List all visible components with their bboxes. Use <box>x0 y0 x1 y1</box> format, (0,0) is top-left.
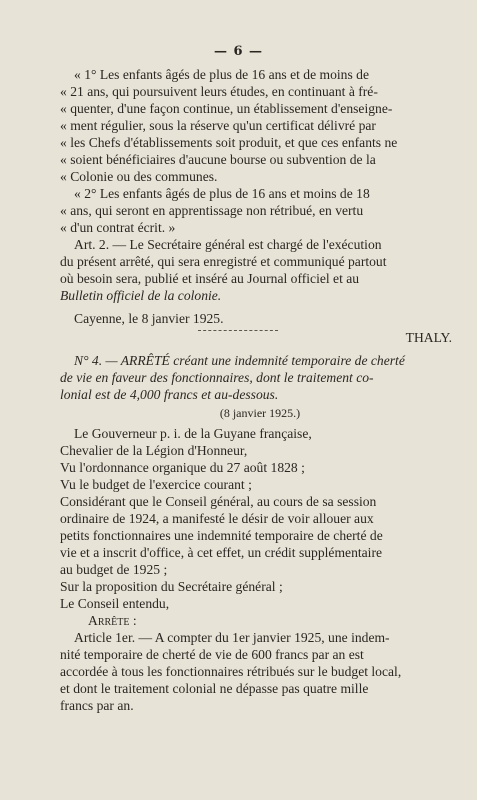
decree-block <box>60 352 460 714</box>
separator-rule <box>198 330 278 331</box>
text-line: Vu l'ordonnance organique du 27 août 1828 ; <box>60 460 305 475</box>
text-line: « les Chefs d'établissements soit produit, et que ces enfants ne <box>60 135 398 150</box>
place-date: Cayenne, le 8 janvier 1925. <box>74 311 224 326</box>
text-line: « quenter, d'une façon continue, un établissement d'enseigne- <box>60 101 393 116</box>
text-line: du présent arrêté, qui sera enregistré et communiqué partout <box>60 254 387 269</box>
text-line: « d'un contrat écrit. » <box>60 220 176 235</box>
text-line: « 2° Les enfants âgés de plus de 16 ans et moins de 18 <box>74 186 370 201</box>
text-line: Bulletin officiel de la colonie. <box>60 288 222 303</box>
text-line: « 1° Les enfants âgés de plus de 16 ans et de moins de <box>74 67 369 82</box>
decree-heading-line: N° 4. — ARRÊTÉ créant une indemnité temporaire de cherté <box>74 353 405 368</box>
text-line: « ans, qui seront en apprentissage non rétribué, en vertu <box>60 203 364 218</box>
text-line: Sur la proposition du Secrétaire général ; <box>60 579 283 594</box>
article-line: accordée à tous les fonctionnaires rétribués sur le budget local, <box>60 664 402 679</box>
text-line: Considérant que le Conseil général, au cours de sa session <box>60 494 377 509</box>
continuation-block <box>60 66 460 346</box>
text-line: ordinaire de 1924, a manifesté le désir de voir allouer aux <box>60 511 374 526</box>
text-line: où besoin sera, publié et inséré au Journal officiel et au <box>60 271 360 286</box>
signature: THALY. <box>405 330 452 345</box>
text-line: « Colonie ou des communes. <box>60 169 218 184</box>
text-line: Le Gouverneur p. i. de la Guyane française, <box>74 426 312 441</box>
text-line: au budget de 1925 ; <box>60 562 168 577</box>
text-line: vie et a inscrit d'office, à cet effet, un crédit supplémentaire <box>60 545 383 560</box>
text-line: Le Conseil entendu, <box>60 596 170 611</box>
article-line: Article 1er. — A compter du 1er janvier 1925, une indem- <box>74 630 390 645</box>
article-line: et dont le traitement colonial ne dépasse pas quatre mille <box>60 681 369 696</box>
text-line: Chevalier de la Légion d'Honneur, <box>60 443 248 458</box>
article-line: nité temporaire de cherté de vie de 600 francs par an est <box>60 647 364 662</box>
text-line: « soient bénéficiaires d'aucune bourse ou subvention de la <box>60 152 376 167</box>
decree-heading-line: de vie en faveur des fonctionnaires, dont le traitement co- <box>60 370 374 385</box>
article-line: francs par an. <box>60 698 134 713</box>
page-number: — 6 — <box>213 44 264 59</box>
decree-heading-line: lonial est de 4,000 francs et au-dessous. <box>60 387 279 402</box>
text-line: Art. 2. — Le Secrétaire général est chargé de l'exécution <box>74 237 382 252</box>
arrete-heading: Arrête : <box>88 613 137 628</box>
text-line: Vu le budget de l'exercice courant ; <box>60 477 252 492</box>
text-line: « 21 ans, qui poursuivent leurs études, en continuant à fré- <box>60 84 378 99</box>
text-line: petits fonctionnaires une indemnité temporaire de cherté de <box>60 528 383 543</box>
decree-date: (8 janvier 1925.) <box>219 406 301 420</box>
text-line: « ment régulier, sous la réserve qu'un certificat délivré par <box>60 118 376 133</box>
